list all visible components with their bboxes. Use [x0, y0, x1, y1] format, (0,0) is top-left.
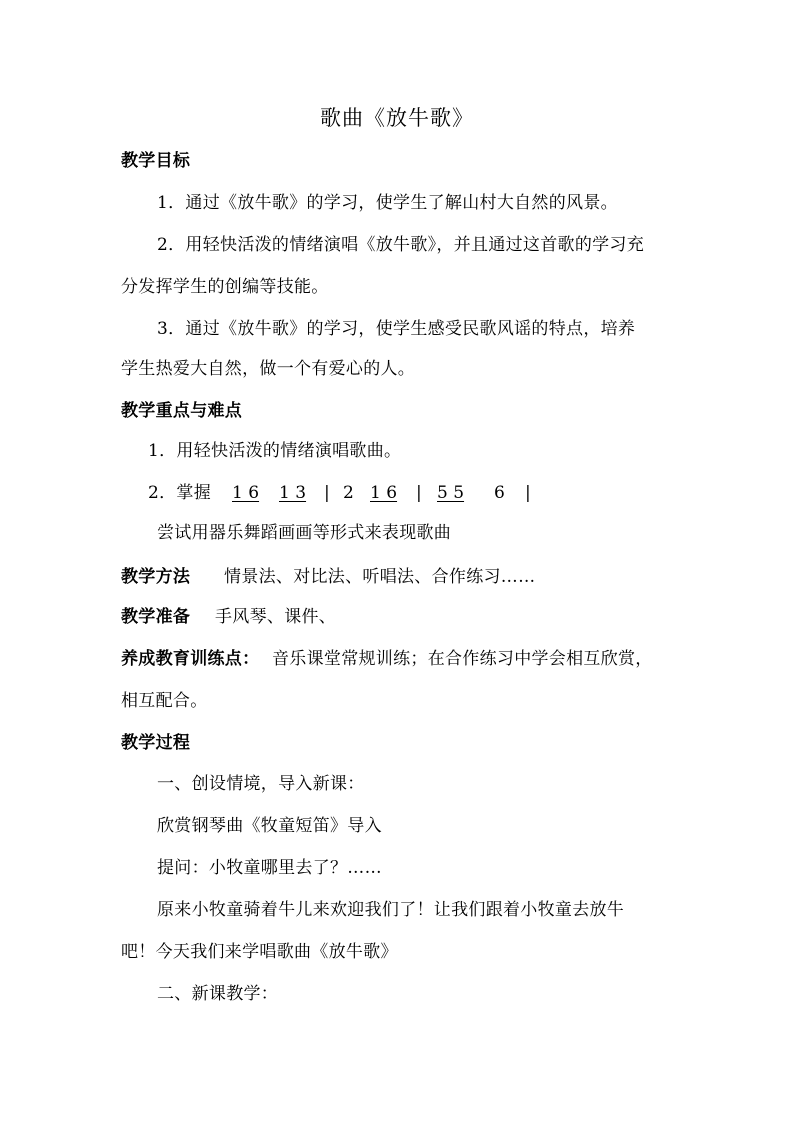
objective-3-line2: 学生热爱大自然，做一个有爱心的人。 [121, 359, 416, 379]
objective-2-line2: 分发挥学生的创编等技能。 [121, 277, 329, 297]
keypoint-3: 尝试用器乐舞蹈画画等形式来表现歌曲 [157, 523, 452, 543]
note-group-2: 1 3 [279, 483, 307, 503]
methods-heading: 教学方法 [121, 567, 191, 587]
step-1-b: 提问：小牧童哪里去了？…… [157, 858, 382, 878]
document-title: 歌曲《放牛歌》 [320, 106, 474, 130]
process-heading: 教学过程 [121, 733, 191, 753]
prep-heading: 教学准备 [121, 607, 191, 627]
objective-3-line1: 3．通过《放牛歌》的学习，使学生感受民歌风谣的特点，培养 [157, 319, 636, 339]
note-group-1: 1 6 [232, 483, 260, 503]
note-group-4: 1 6 [370, 483, 398, 503]
step-1-c-line1: 原来小牧童骑着牛儿来欢迎我们了！让我们跟着小牧童去放牛 [157, 900, 625, 920]
objectives-heading: 教学目标 [121, 151, 191, 171]
note-group-6: 6 [494, 483, 505, 503]
bar-line-1: | [324, 483, 330, 503]
prep-text: 手风琴、课件、 [215, 607, 337, 627]
bar-line-3: | [525, 483, 531, 503]
methods-text: 情景法、对比法、听唱法、合作练习…… [224, 567, 536, 587]
bar-line-2: | [416, 483, 422, 503]
step-1-a: 欣赏钢琴曲《牧童短笛》导入 [157, 816, 382, 836]
objective-1: 1．通过《放牛歌》的学习，使学生了解山村大自然的风景。 [157, 193, 618, 213]
training-text-line2: 相互配合。 [121, 691, 208, 711]
training-heading: 养成教育训练点： [121, 649, 260, 669]
note-group-3: 2 [343, 483, 354, 503]
step-1-c-line2: 吧！今天我们来学唱歌曲《放牛歌》 [121, 942, 398, 962]
keypoints-heading: 教学重点与难点 [121, 401, 243, 421]
step-1: 一、创设情境，导入新课： [157, 774, 365, 794]
step-2: 二、新课教学： [157, 984, 279, 1004]
training-text: 音乐课堂常规训练；在合作练习中学会相互欣赏， [272, 649, 653, 669]
keypoint-2-label: 2．掌握 [148, 483, 212, 503]
keypoint-1: 1．用轻快活泼的情绪演唱歌曲。 [148, 441, 402, 461]
note-group-5: 5 5 [437, 483, 465, 503]
objective-2-line1: 2．用轻快活泼的情绪演唱《放牛歌》，并且通过这首歌的学习充 [157, 235, 645, 255]
